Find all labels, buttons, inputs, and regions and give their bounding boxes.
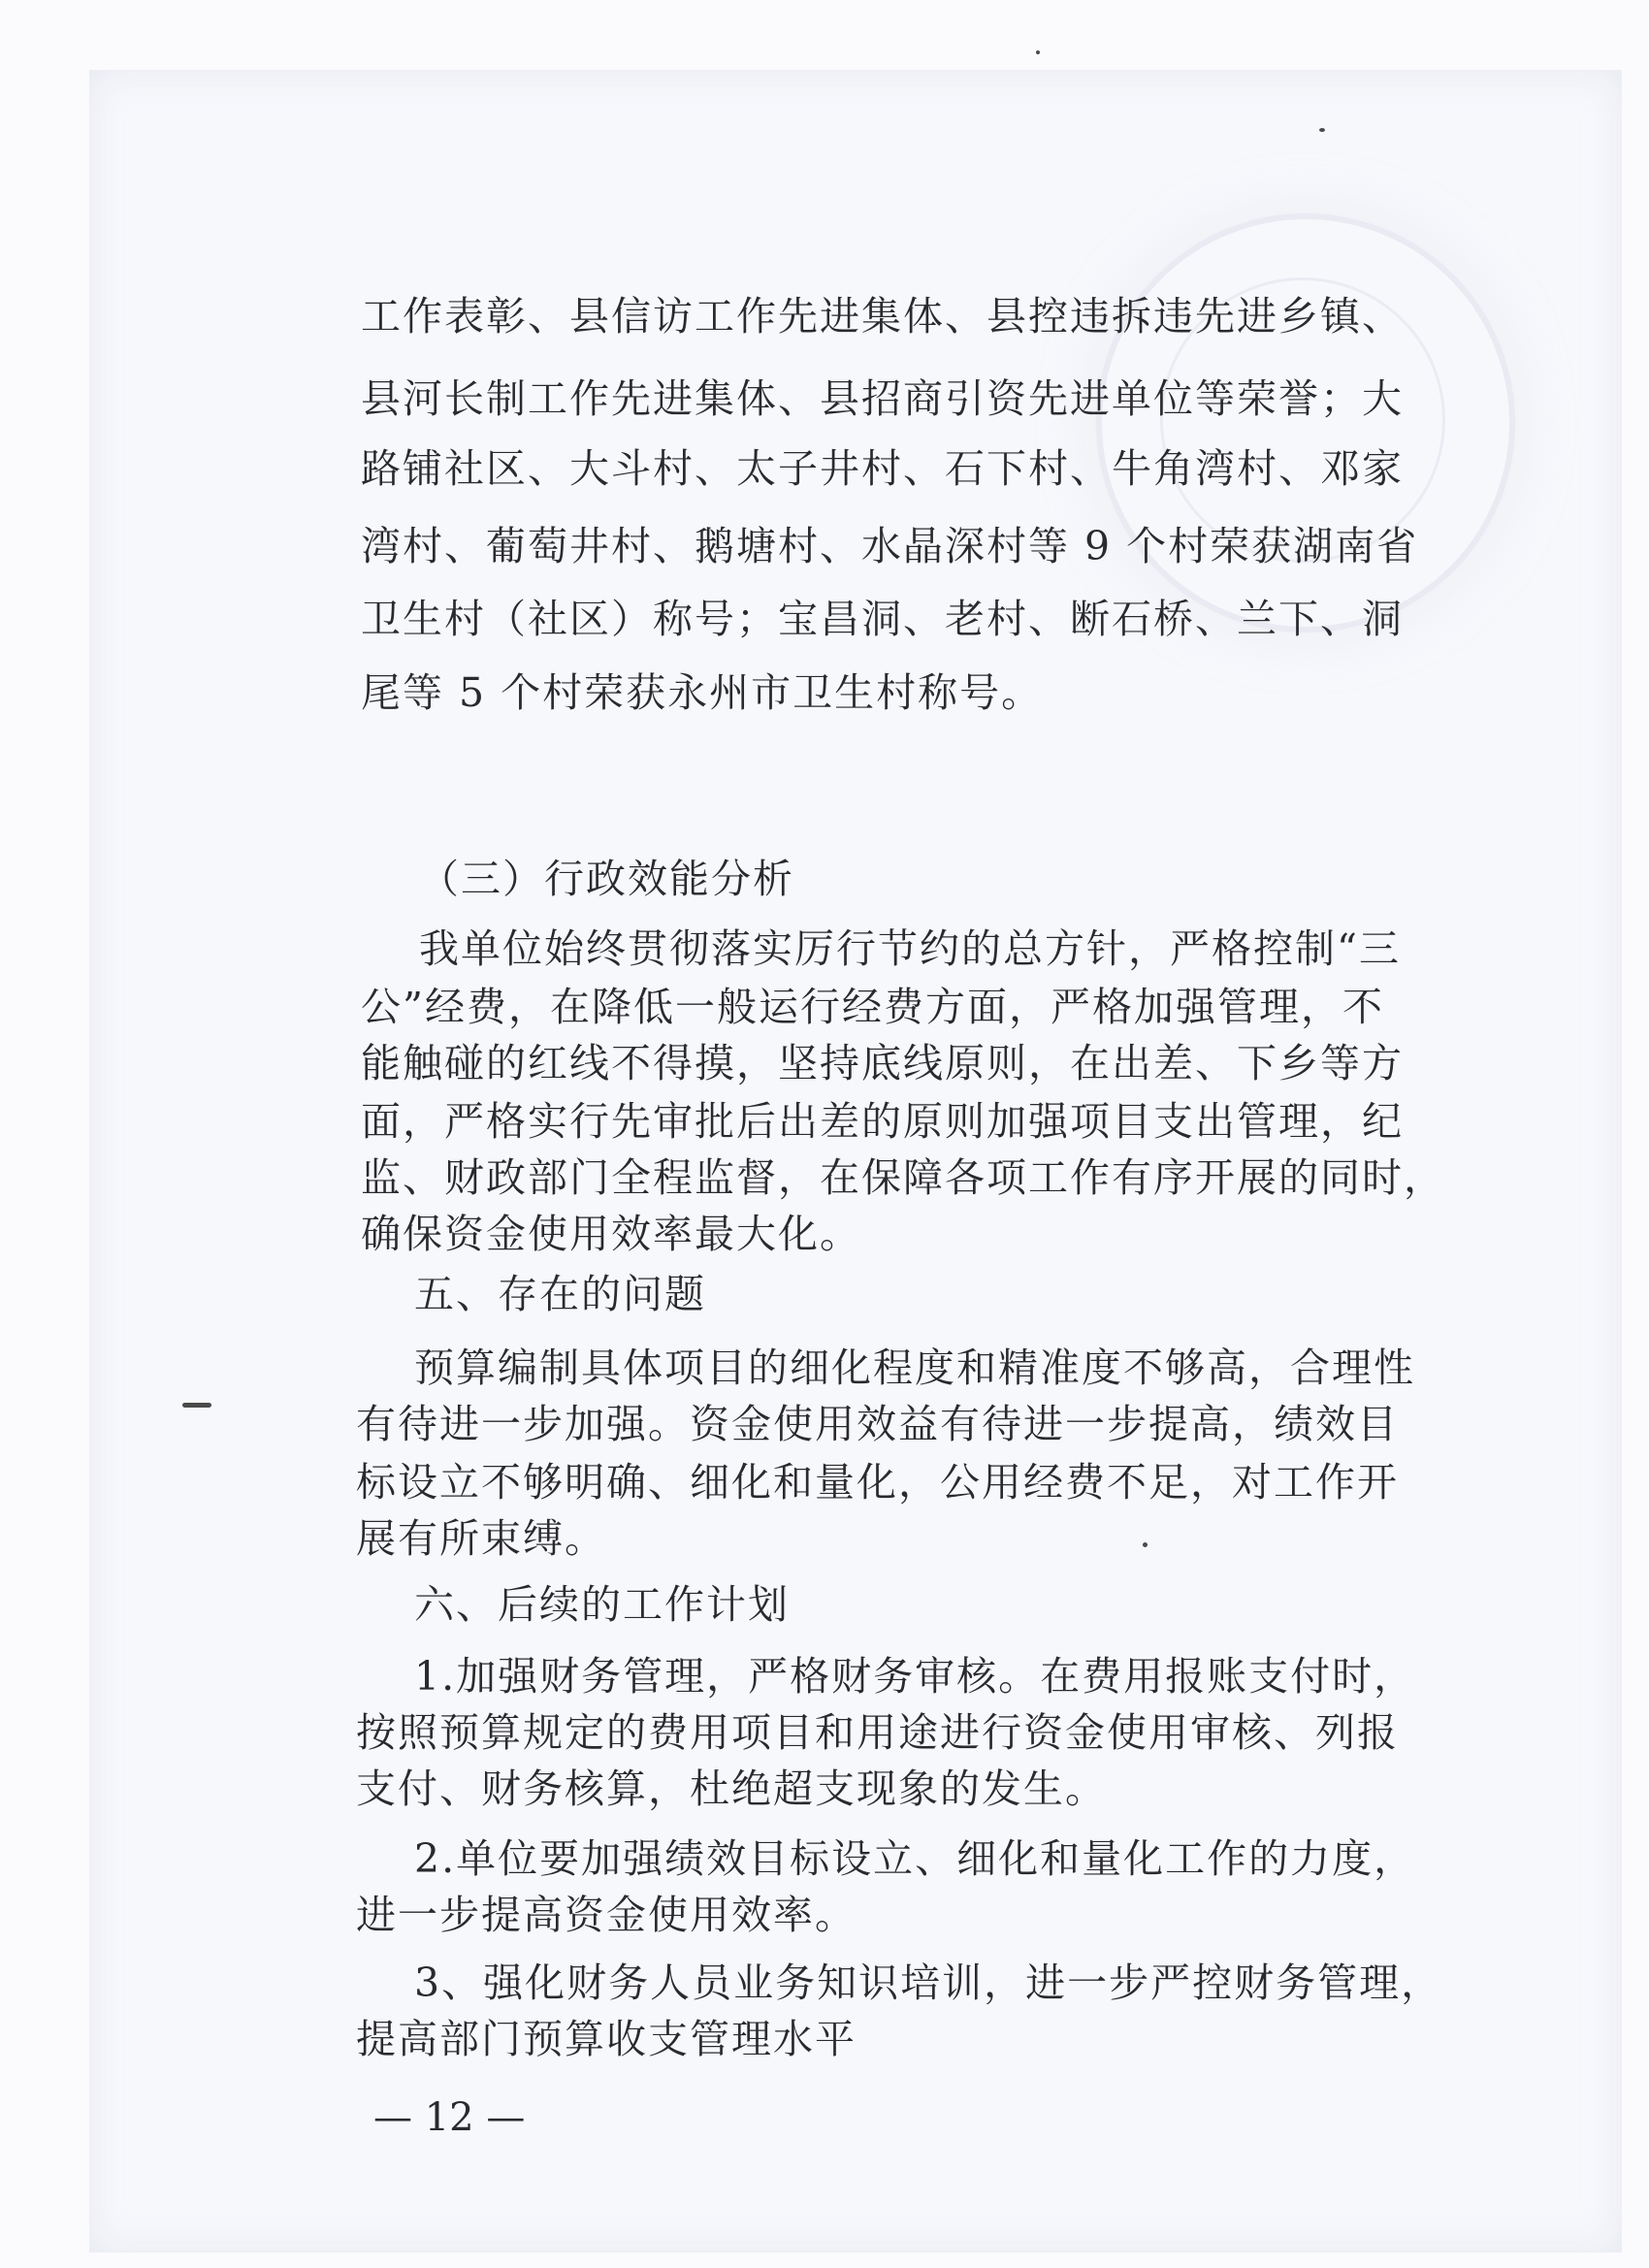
section-heading: 五、存在的问题 — [414, 1271, 706, 1317]
section-heading: 六、后续的工作计划 — [414, 1581, 790, 1628]
body-line: 进一步提高资金使用效率。 — [356, 1892, 857, 1938]
page-number: — 12 — — [373, 2095, 526, 2140]
body-line: 1.加强财务管理，严格财务审核。在费用报账支付时， — [414, 1653, 1416, 1700]
body-line: 卫生村（社区）称号；宝昌洞、老村、断石桥、兰下、洞 — [361, 596, 1404, 642]
body-line: 确保资金使用效率最大化。 — [361, 1211, 861, 1257]
body-line: 我单位始终贯彻落实厉行节约的总方针，严格控制“三 — [419, 925, 1401, 972]
body-line: 按照预算规定的费用项目和用途进行资金使用审核、列报 — [356, 1709, 1399, 1756]
body-line: 监、财政部门全程监督，在保障各项工作有序开展的同时， — [361, 1154, 1445, 1201]
body-line: 尾等 5 个村荣获永州市卫生村称号。 — [361, 669, 1044, 716]
body-line: 预算编制具体项目的细化程度和精准度不够高，合理性 — [414, 1345, 1415, 1391]
body-line: 有待进一步加强。资金使用效益有待进一步提高，绩效目 — [356, 1401, 1399, 1447]
scan-speck — [182, 1403, 211, 1408]
body-line: 支付、财务核算，杜绝超支现象的发生。 — [356, 1766, 1107, 1812]
body-line: 公”经费，在降低一般运行经费方面，严格加强管理，不 — [361, 984, 1384, 1030]
scan-speck — [1143, 1542, 1148, 1547]
body-line: 提高部门预算收支管理水平 — [356, 2016, 857, 2062]
body-line: 标设立不够明确、细化和量化，公用经费不足，对工作开 — [356, 1459, 1399, 1506]
body-line: 展有所束缚。 — [356, 1515, 606, 1562]
scan-speck — [1319, 128, 1325, 132]
body-line: 工作表彰、县信访工作先进集体、县控违拆违先进乡镇、 — [361, 293, 1404, 340]
body-line: 县河长制工作先进集体、县招商引资先进单位等荣誉；大 — [361, 375, 1404, 422]
scan-speck — [1036, 50, 1040, 54]
body-line: 能触碰的红线不得摸，坚持底线原则，在出差、下乡等方 — [361, 1040, 1404, 1086]
body-line: 3、强化财务人员业务知识培训，进一步严控财务管理， — [414, 1960, 1443, 2006]
body-line: 2.单位要加强绩效目标设立、细化和量化工作的力度， — [414, 1835, 1416, 1882]
body-line: 面，严格实行先审批后出差的原则加强项目支出管理，纪 — [361, 1098, 1404, 1145]
body-line: 路铺社区、大斗村、太子井村、石下村、牛角湾村、邓家 — [361, 445, 1404, 492]
body-line: 湾村、葡萄井村、鹅塘村、水晶深村等 9 个村荣获湖南省 — [361, 523, 1419, 569]
section-heading: （三）行政效能分析 — [419, 856, 794, 902]
